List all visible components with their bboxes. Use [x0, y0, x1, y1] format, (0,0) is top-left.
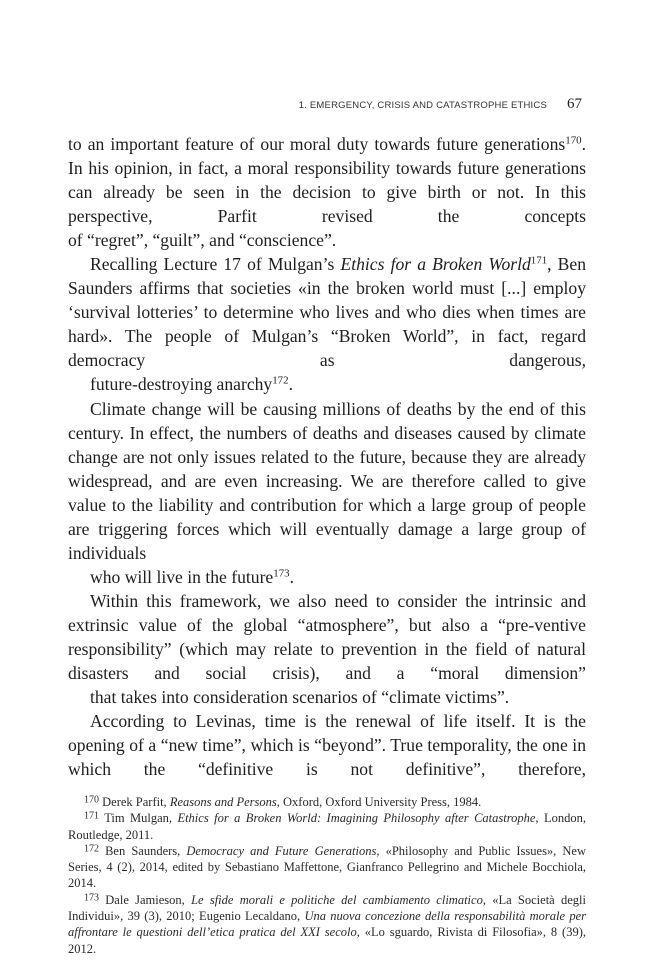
- footnote-number: 171: [84, 810, 99, 822]
- footnote-title: Reasons and Persons: [169, 795, 277, 809]
- paragraph-text: Recalling Lecture 17 of Mulgan’s: [90, 254, 341, 275]
- footnote-172: [68, 843, 586, 892]
- paragraph-1: [68, 132, 586, 252]
- paragraph-text: to an important feature of our moral duty towards future generations: [68, 134, 566, 154]
- paragraph-last-line: [68, 565, 586, 589]
- footnote-170: [68, 794, 586, 810]
- footnote-text: , «La Società degli Individui», 39 (3), 2010; Eugenio Lecaldano,: [68, 892, 586, 924]
- book-title-ethics-for-a-broken-world: Ethics for a Broken World: [340, 254, 531, 275]
- footnote-ref-171[interactable]: 171: [530, 254, 548, 267]
- body-text: [68, 132, 586, 781]
- footnote-ref-172[interactable]: 172: [272, 374, 289, 387]
- footnote-ref-170[interactable]: 170: [565, 134, 582, 147]
- footnote-text: , «Philosophy and Public Issues», New Series, 4 (2), 2014, edited by Sebastiano Maffettone, Gianfranco Pellegrino and Michele Bocchiola, 2014.: [68, 843, 586, 891]
- paragraph-text: .: [289, 566, 294, 587]
- footnote-number: 173: [84, 892, 99, 904]
- footnote-title: Democracy and Future Generations: [186, 843, 377, 858]
- paragraph-last-line: of “regret”, “guilt”, and “conscience”.: [68, 230, 337, 251]
- paragraph-2: [68, 252, 586, 396]
- running-head: [299, 96, 582, 116]
- paragraph-text: , Ben Saunders affirms that societies «in the broken world must [...] employ ‘survival lotteries’ to determine who lives and who dies when times are hard». The people of Mulgan’s “Broken World”, in fact, regard democracy as dangerous,: [68, 254, 587, 371]
- footnote-title: Una nuova concezione della responsabilità morale per affrontare le questioni dell’etica pratica del XXI secolo: [68, 909, 586, 940]
- paragraph-text: Climate change will be causing millions of deaths by the end of this century. In effect, the numbers of deaths and diseases caused by climate change are not only issues related to the future, because they are already widespread, and are even increasing. We are therefore called to give value to the liability and contribution for which a large group of people are triggering forces which will eventually damage a large group of individuals: [68, 398, 586, 563]
- footnote-text: , Oxford, Oxford University Press, 1984.: [276, 795, 482, 809]
- footnote-173: [68, 892, 586, 957]
- footnotes: [68, 794, 586, 957]
- footnote-ref-173[interactable]: 173: [273, 567, 290, 580]
- paragraph-3: [68, 397, 586, 589]
- footnote-title: Le sfide morali e politiche del cambiamento climatico: [191, 892, 483, 907]
- footnote-text: Dale Jamieson,: [99, 892, 192, 907]
- footnote-171: [68, 810, 586, 843]
- paragraph-text: Within this framework, we also need to consider the intrinsic and extrinsic value of the global “atmosphere”, but also a “pre-ventive responsibility” (which may relate to prevention in the field of natural disasters and social crisis), and a “moral dimension”: [68, 590, 586, 684]
- footnote-number: 172: [84, 843, 99, 855]
- footnote-text: , «Lo sguardo, Rivista di Filosofia», 8 (39), 2012.: [68, 925, 586, 956]
- footnote-text: , London, Routledge, 2011.: [68, 811, 586, 842]
- footnote-text: Tim Mulgan,: [99, 811, 178, 826]
- footnote-text: Ben Saunders,: [99, 843, 187, 858]
- paragraph-4: [68, 589, 586, 709]
- page-number: 67: [567, 96, 582, 112]
- footnote-number: 170: [84, 794, 99, 806]
- paragraph-last-line: [68, 372, 586, 396]
- footnote-title: Ethics for a Broken World: Imagining Philosophy after Catastrophe: [177, 811, 536, 826]
- running-head-chapter-title: 1. EMERGENCY, CRISIS AND CATASTROPHE ETHICS: [298, 100, 547, 111]
- paragraph-last-line: that takes into consideration scenarios of “climate victims”.: [90, 687, 510, 708]
- paragraph-text: According to Levinas, time is the renewal of life itself. It is the opening of a “new time”, which is “beyond”. True temporality, the one in which the “definitive is not definitive”, therefore,: [68, 711, 586, 780]
- footnote-text: Derek Parfit,: [99, 795, 170, 809]
- paragraph-5: [68, 709, 586, 781]
- paragraph-text: future-destroying anarchy: [90, 374, 273, 395]
- paragraph-text: who will live in the future: [90, 566, 274, 587]
- paragraph-text: .: [288, 374, 293, 395]
- paragraph-text: . In his opinion, in fact, a moral responsibility towards future generations can already be seen in the decision to give birth or not. In this perspective, Parfit revised the concepts: [68, 134, 586, 227]
